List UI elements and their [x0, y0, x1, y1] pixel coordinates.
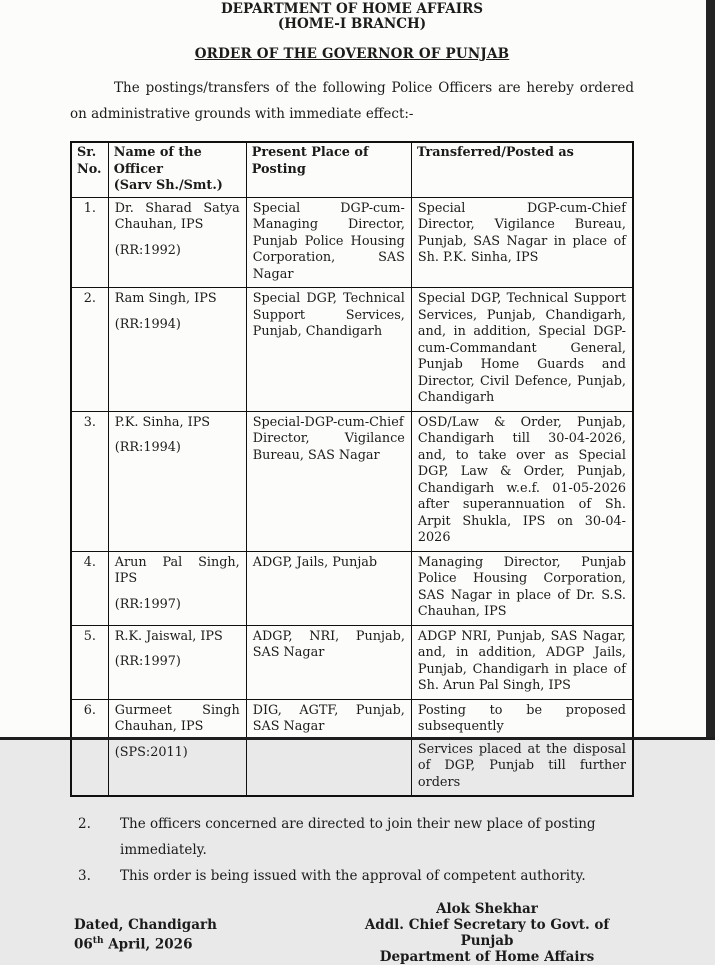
signature-block	[342, 901, 632, 965]
present-posting: ADGP, Jails, Punjab	[252, 554, 378, 570]
officer-batch: (RR:1994)	[114, 316, 181, 332]
document-content	[70, 0, 634, 965]
officer-name-cell	[108, 197, 246, 288]
officer-name-cell	[108, 625, 246, 699]
officer-name: Gurmeet Singh Chauhan, IPS	[114, 702, 240, 734]
header-sr-line2: No.	[77, 161, 102, 177]
date-day: 06	[74, 936, 93, 953]
order-title: ORDER OF THE GOVERNOR OF PUNJAB	[194, 46, 510, 62]
transferred-posted-cell	[411, 551, 633, 625]
table-row	[71, 411, 633, 551]
officer-name-cell	[108, 411, 246, 551]
dated-date	[74, 933, 217, 953]
officer-name: R.K. Jaiswal, IPS	[114, 628, 223, 644]
officer-name: Dr. Sharad Satya Chauhan, IPS	[114, 200, 240, 232]
sr-cell: 2.	[71, 288, 108, 412]
signature-row	[70, 901, 634, 965]
sr-cell: 4.	[71, 551, 108, 625]
table-row	[71, 625, 633, 699]
present-posting-cell	[246, 197, 411, 288]
sr-cell: 1.	[71, 197, 108, 288]
present-posting: ADGP, NRI, Punjab, SAS Nagar	[252, 628, 405, 660]
table-row	[71, 551, 633, 625]
transferred-posted: Posting to be proposed subsequently	[417, 702, 626, 734]
sr-cell: 3.	[71, 411, 108, 551]
scan-edge-bottom	[0, 737, 715, 740]
officer-name: Ram Singh, IPS	[114, 291, 217, 306]
header-transferred-posted: Transferred/Posted as	[411, 142, 633, 197]
transferred-posted-cell	[411, 699, 633, 796]
dated-block	[70, 901, 217, 953]
date-ordinal: th	[92, 936, 104, 946]
closing-item-number: 3.	[78, 868, 91, 884]
signatory-designation: Addl. Chief Secretary to Govt. of Punjab	[364, 917, 610, 949]
transferred-posted-cell	[411, 411, 633, 551]
sr-cell: 6.	[71, 699, 108, 796]
present-posting: Special DGP, Technical Support Services, Punjab, Chandigarh	[252, 291, 405, 339]
officer-batch: (RR:1992)	[114, 242, 181, 258]
header-sr-no	[71, 142, 108, 197]
transferred-posted-cell	[411, 288, 633, 412]
department-title	[70, 0, 634, 32]
closing-item-number: 2.	[78, 816, 91, 832]
department-line2: (HOME-I BRANCH)	[277, 16, 427, 32]
table-row	[71, 288, 633, 412]
transferred-posted: OSD/Law & Order, Punjab, Chandigarh till 30-04-2026, and, to take over as Special DGP, Law & Order, Punjab, Chandigarh w.e.f. 01-05-2026 after superannuation of Sh. Arpit Shukla, IPS on 30-04-2026	[417, 414, 626, 545]
order-title-wrap	[70, 43, 634, 62]
table-header-row	[71, 142, 633, 197]
closing-item	[70, 863, 634, 889]
transferred-posted: Special DGP-cum-Chief Director, Vigilance Bureau, Punjab, SAS Nagar in place of Sh. P.K. Sinha, IPS	[417, 200, 626, 265]
officer-batch: (SPS:2011)	[114, 744, 188, 760]
transferred-posted-extra: Services placed at the disposal of DGP, Punjab till further orders	[417, 741, 626, 790]
closing-item-text: The officers concerned are directed to join their new place of posting immediately.	[120, 816, 596, 858]
sr-cell: 5.	[71, 625, 108, 699]
intro-paragraph: The postings/transfers of the following Police Officers are hereby ordered on administrative grounds with immediate effect:-	[70, 80, 634, 122]
officer-name: Arun Pal Singh, IPS	[114, 554, 240, 586]
present-posting-cell	[246, 699, 411, 796]
present-posting: Special DGP-cum-Managing Director, Punjab Police Housing Corporation, SAS Nagar	[252, 200, 405, 282]
present-posting-cell	[246, 288, 411, 412]
present-posting: DIG, AGTF, Punjab, SAS Nagar	[252, 702, 405, 734]
department-line1: DEPARTMENT OF HOME AFFAIRS	[220, 1, 484, 17]
scan-edge-right	[706, 0, 715, 740]
present-posting: Special-DGP-cum-Chief Director, Vigilance Bureau, SAS Nagar	[252, 414, 405, 463]
transferred-posted: ADGP NRI, Punjab, SAS Nagar, and, in addition, ADGP Jails, Punjab, Chandigarh in place of Sh. Arun Pal Singh, IPS	[417, 628, 626, 693]
signatory-department: Department of Home Affairs	[379, 949, 595, 965]
dated-place: Dated, Chandigarh	[74, 917, 217, 933]
closing-items	[70, 811, 634, 889]
officer-batch: (RR:1994)	[114, 440, 181, 455]
header-name-line1: Name of the Officer	[113, 145, 202, 177]
table-row	[71, 197, 633, 288]
transferred-posted: Special DGP, Technical Support Services, Punjab, Chandigarh, and, in addition, Special DGP-cum-Commandant General, Punjab Home Guards and Director, Civil Defence, Punjab, Chandigarh	[417, 291, 626, 405]
date-rest: April, 2026	[103, 936, 193, 953]
officer-name-cell	[108, 288, 246, 412]
header-officer-name	[108, 142, 246, 197]
officer-name-cell	[108, 699, 246, 796]
closing-item	[70, 811, 634, 863]
header-sr-line1: Sr.	[77, 145, 97, 160]
transferred-posted: Managing Director, Punjab Police Housing Corporation, SAS Nagar in place of Dr. S.S. Chauhan, IPS	[417, 554, 626, 619]
transferred-posted-cell	[411, 197, 633, 288]
officer-batch: (RR:1997)	[114, 654, 181, 669]
closing-item-text: This order is being issued with the approval of competent authority.	[120, 868, 586, 884]
header-present-posting: Present Place of Posting	[246, 142, 411, 197]
table-row	[71, 699, 633, 796]
transferred-posted-cell	[411, 625, 633, 699]
officer-batch: (RR:1997)	[114, 596, 181, 612]
signatory-name: Alok Shekhar	[436, 901, 538, 917]
present-posting-cell	[246, 551, 411, 625]
present-posting-cell	[246, 625, 411, 699]
officer-name-cell	[108, 551, 246, 625]
officer-name: P.K. Sinha, IPS	[114, 414, 211, 430]
postings-table	[70, 141, 634, 797]
present-posting-cell	[246, 411, 411, 551]
header-name-line2: (Sarv Sh./Smt.)	[113, 178, 223, 193]
